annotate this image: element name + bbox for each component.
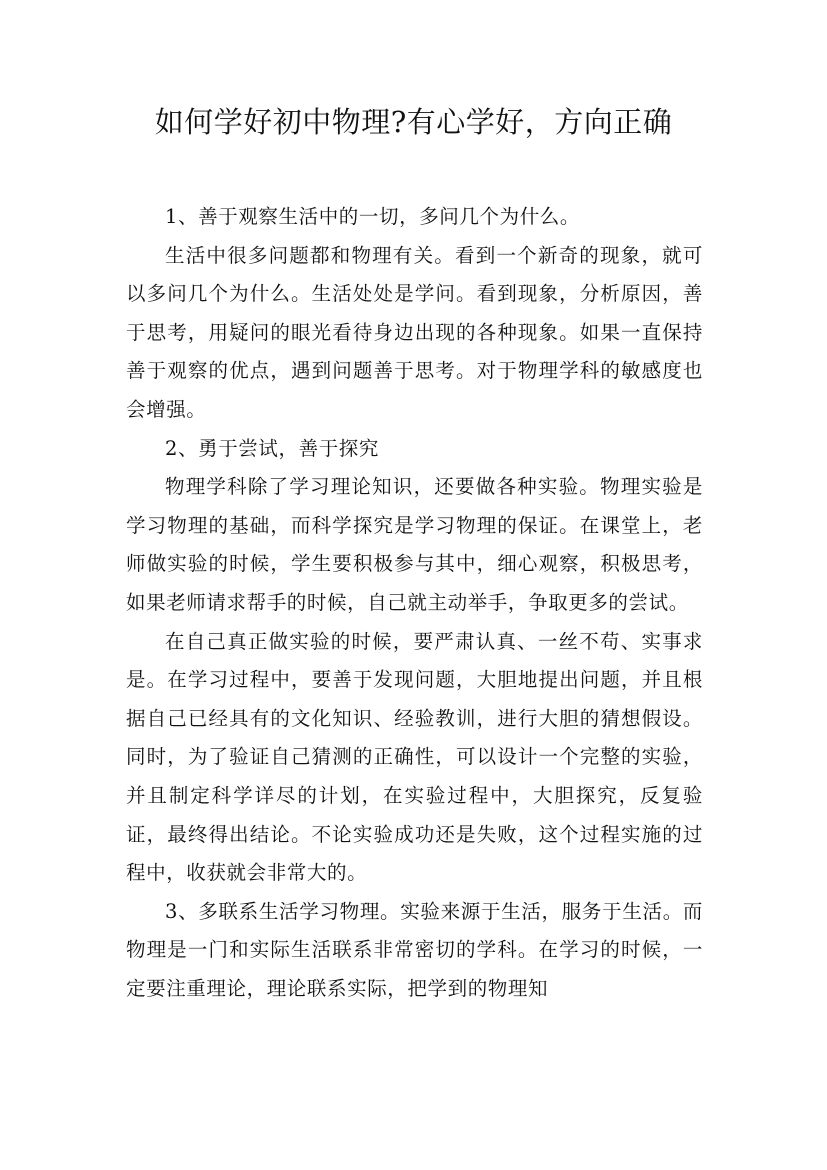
paragraph-experiment-heading: 2、勇于尝试，善于探究: [165, 436, 380, 460]
paragraph-observe-body: 生活中很多问题都和物理有关。看到一个新奇的现象，就可以多问几个为什么。生活处处是学问。看到现象，分析原因，善于思考，用疑问的眼光看待身边出现的各种现象。如果一直保持善于观察的优点，遇到问题善于思考。对于物理学科的敏感度也会增强。: [126, 243, 703, 421]
paragraph-experiment-body: 物理学科除了学习理论知识，还要做各种实验。物理实验是学习物理的基础，而科学探究是学习物理的保证。在课堂上，老师做实验的时候，学生要积极参与其中，细心观察，积极思考，如果老师请求帮手的时候，自己就主动举手，争取更多的尝试。: [126, 475, 703, 614]
paragraph-observe-heading: 1、善于观察生活中的一切，多问几个为什么。: [165, 205, 581, 228]
page-title: 如何学好初中物理?有心学好，方向正确: [154, 105, 673, 139]
paragraph-experiment-detail: 在自己真正做实验的时候，要严肃认真、一丝不苟、实事求是。在学习过程中，要善于发现问题，大胆地提出问题，并且根据自己已经具有的文化知识、经验教训，进行大胆的猜想假设。同时，为了验证自己猜测的正确性，可以设计一个完整的实验，并且制定科学详尽的计划，在实验过程中，大胆探究，反复验证，最终得出结论。不论实验成功还是失败，这个过程实施的过程中，收获就会非常大的。: [126, 629, 703, 885]
paragraph-life-connection: 3、多联系生活学习物理。实验来源于生活，服务于生活。而物理是一门和实际生活联系非常密切的学科。在学习的时候，一定要注重理论，理论联系实际，把学到的物理知: [126, 899, 703, 1000]
document-body: [126, 198, 703, 1008]
